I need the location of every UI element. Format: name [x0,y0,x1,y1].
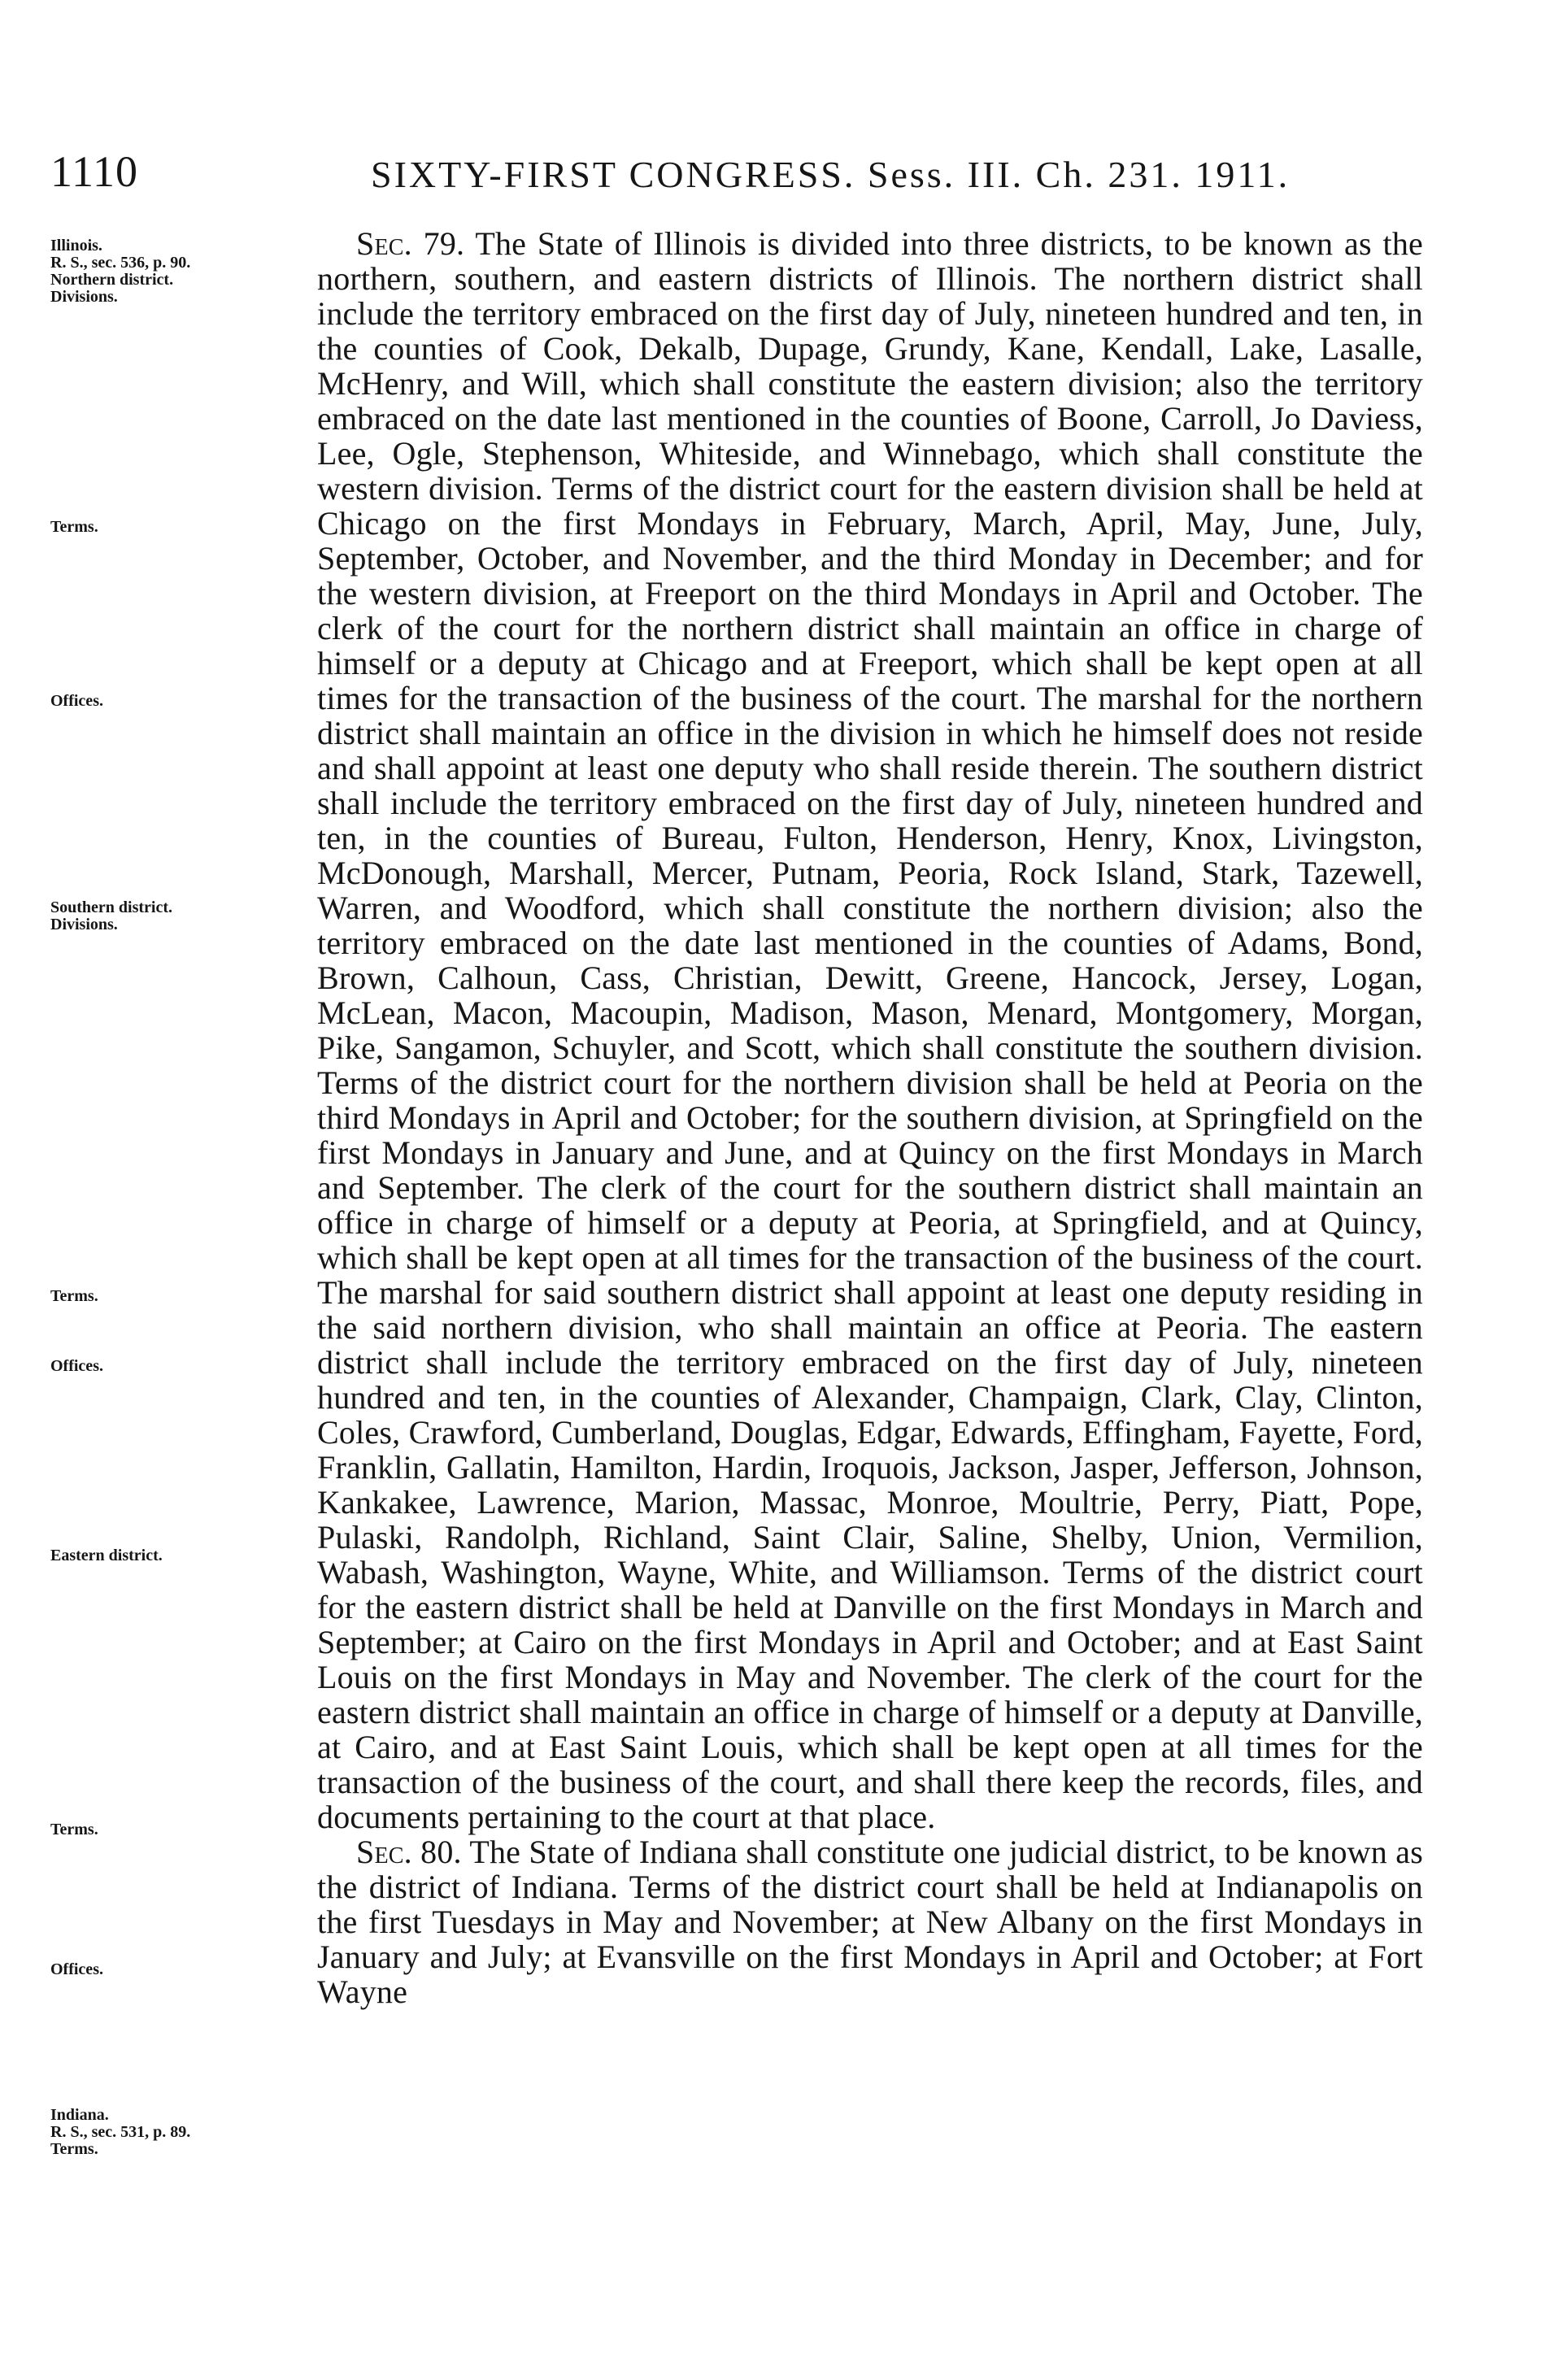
page-header [50,146,1417,203]
section-label: Sec. 79. [356,225,465,262]
margin-note-terms: Terms. [50,518,98,536]
running-head: SIXTY-FIRST CONGRESS. Sess. III. Ch. 231. 1911. [371,154,1291,195]
margin-note-southern-district: Southern district. Divisions. [50,898,172,933]
section-80 [317,1834,1423,2009]
section-text: The State of Indiana shall constitute one judicial district, to be known as the district of Indiana. Terms of the district court shall be held at Indianapolis on the first Tuesdays in May and November; at New Albany on the first Mondays in January and July; at Evansville on the first Mondays in April and October; at Fort Wayne [317,1834,1423,2010]
margin-note-indiana: Indiana. R. S., sec. 531, p. 89. Terms. [50,2106,191,2158]
section-79 [317,226,1423,1834]
margin-note-illinois: Illinois. R. S., sec. 536, p. 90. Northern district. Divisions. [50,237,191,306]
margin-note-offices: Offices. [50,1357,103,1375]
page-number: 1110 [50,147,138,196]
statute-text [317,226,1423,2009]
margin-note-terms: Terms. [50,1287,98,1305]
margin-note-terms: Terms. [50,1821,98,1838]
margin-note-eastern-district: Eastern district. [50,1547,163,1564]
section-text: The State of Illinois is divided into three districts, to be known as the northern, southern, and eastern districts of Illinois. The northern district shall include the territory embraced on the first day of July, nineteen hundred and ten, in the counties of Cook, Dekalb, Dupage, Grundy, Kane, Kendall, Lake, Lasalle, McHenry, and Will, which shall constitute the eastern division; also the territory embraced on the date last mentioned in the counties of Boone, Carroll, Jo Daviess, Lee, Ogle, Stephenson, Whiteside, and Winnebago, which shall constitute the western division. Terms of the district court for the eastern division shall be held at Chicago on the first Mondays in February, March, April, May, June, July, September, October, and November, and the third Monday in December; and for the western division, at Freeport on the third Mondays in April and October. The clerk of the court for the northern district shall maintain an office in charge of himself or a deputy at Chicago and at Freeport, which shall be kept open at all times for the transaction of the business of the court. The marshal for the northern district shall maintain an office in the division in which he himself does not reside and shall appoint at least one deputy who shall reside therein. The southern district shall include the territory embraced on the first day of July, nineteen hundred and ten, in the counties of Bureau, Fulton, Henderson, Henry, Knox, Livingston, McDonough, Marshall, Mercer, Putnam, Peoria, Rock Island, Stark, Tazewell, Warren, and Woodford, which shall constitute the northern division; also the territory embraced on the date last mentioned in the counties of Adams, Bond, Brown, Calhoun, Cass, Christian, Dewitt, Greene, Hancock, Jersey, Logan, McLean, Macon, Macoupin, Madison, Mason, Menard, Montgomery, Morgan, Pike, Sangamon, Schuyler, and Scott, which shall constitute the southern division. Terms of the district court for the northern division shall be held at Peoria on the third Mondays in April and October; for the southern division, at Springfield on the first Mondays in January and June, and at Quincy on the first Mondays in March and September. The clerk of the court for the southern district shall maintain an office in charge of himself or a deputy at Peoria, at Springfield, and at Quincy, which shall be kept open at all times for the transaction of the business of the court. The marshal for said southern district shall appoint at least one deputy residing in the said northern division, who shall maintain an office at Peoria. The eastern district shall include the territory embraced on the first day of July, nineteen hundred and ten, in the counties of Alexander, Champaign, Clark, Clay, Clinton, Coles, Crawford, Cumberland, Douglas, Edgar, Edwards, Effingham, Fayette, Ford, Franklin, Gallatin, Hamilton, Hardin, Iroquois, Jackson, Jasper, Jefferson, Johnson, Kankakee, Lawrence, Marion, Massac, Monroe, Moultrie, Perry, Piatt, Pope, Pulaski, Randolph, Richland, Saint Clair, Saline, Shelby, Union, Vermilion, Wabash, Washington, Wayne, White, and Williamson. Terms of the district court for the eastern district shall be held at Danville on the first Mondays in March and September; at Cairo on the first Mondays in April and October; and at East Saint Louis on the first Mondays in May and November. The clerk of the court for the eastern district shall maintain an office in charge of himself or a deputy at Danville, at Cairo, and at East Saint Louis, which shall be kept open at all times for the transaction of the business of the court, and shall there keep the records, files, and documents pertaining to the court at that place. [317,225,1423,1835]
margin-note-offices: Offices. [50,1960,103,1978]
margin-note-offices: Offices. [50,692,103,710]
section-label: Sec. 80. [356,1834,462,1870]
